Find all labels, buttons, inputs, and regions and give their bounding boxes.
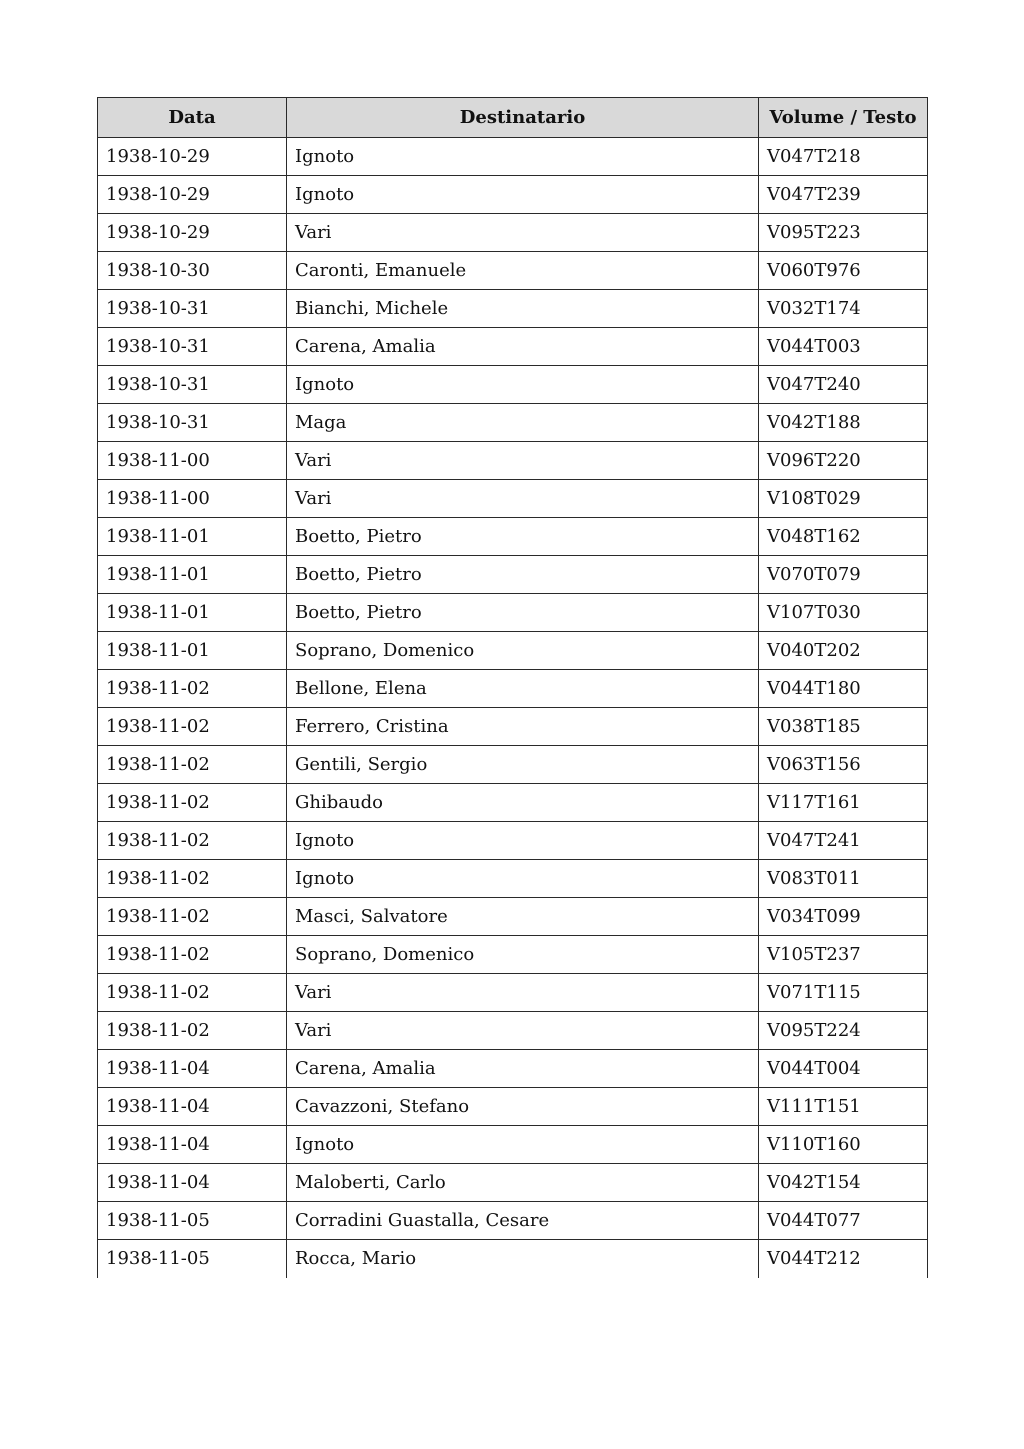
cell-date: 1938-11-01 <box>98 594 287 632</box>
table-row <box>98 556 928 594</box>
cell-date: 1938-10-29 <box>98 138 287 176</box>
cell-date: 1938-11-02 <box>98 708 287 746</box>
cell-volume-text: V047T239 <box>759 176 928 214</box>
cell-volume-text: V110T160 <box>759 1126 928 1164</box>
cell-date: 1938-11-05 <box>98 1240 287 1278</box>
cell-date: 1938-11-02 <box>98 974 287 1012</box>
cell-date: 1938-11-04 <box>98 1126 287 1164</box>
table-row <box>98 252 928 290</box>
cell-recipient: Ignoto <box>287 176 759 214</box>
table-row <box>98 936 928 974</box>
table-row <box>98 1240 928 1278</box>
cell-volume-text: V047T241 <box>759 822 928 860</box>
table-row <box>98 480 928 518</box>
cell-recipient: Vari <box>287 480 759 518</box>
table-row <box>98 594 928 632</box>
table-row <box>98 784 928 822</box>
cell-recipient: Boetto, Pietro <box>287 518 759 556</box>
table-row <box>98 632 928 670</box>
cell-volume-text: V048T162 <box>759 518 928 556</box>
cell-date: 1938-11-02 <box>98 860 287 898</box>
cell-volume-text: V107T030 <box>759 594 928 632</box>
cell-recipient: Cavazzoni, Stefano <box>287 1088 759 1126</box>
cell-recipient: Corradini Guastalla, Cesare <box>287 1202 759 1240</box>
cell-volume-text: V044T180 <box>759 670 928 708</box>
cell-volume-text: V032T174 <box>759 290 928 328</box>
cell-date: 1938-10-29 <box>98 176 287 214</box>
table-row <box>98 708 928 746</box>
cell-recipient: Vari <box>287 974 759 1012</box>
cell-date: 1938-11-02 <box>98 746 287 784</box>
table-row <box>98 670 928 708</box>
cell-date: 1938-10-31 <box>98 366 287 404</box>
cell-recipient: Rocca, Mario <box>287 1240 759 1278</box>
cell-volume-text: V070T079 <box>759 556 928 594</box>
table-row <box>98 442 928 480</box>
cell-recipient: Ferrero, Cristina <box>287 708 759 746</box>
cell-volume-text: V040T202 <box>759 632 928 670</box>
cell-volume-text: V034T099 <box>759 898 928 936</box>
cell-recipient: Soprano, Domenico <box>287 632 759 670</box>
table-row <box>98 214 928 252</box>
table-row <box>98 328 928 366</box>
cell-volume-text: V044T077 <box>759 1202 928 1240</box>
cell-recipient: Ignoto <box>287 822 759 860</box>
cell-recipient: Ignoto <box>287 366 759 404</box>
cell-volume-text: V038T185 <box>759 708 928 746</box>
table-row <box>98 746 928 784</box>
table-row <box>98 860 928 898</box>
cell-recipient: Boetto, Pietro <box>287 556 759 594</box>
table-row <box>98 898 928 936</box>
header-date: Data <box>98 98 287 138</box>
cell-date: 1938-11-02 <box>98 1012 287 1050</box>
cell-volume-text: V047T240 <box>759 366 928 404</box>
cell-volume-text: V108T029 <box>759 480 928 518</box>
cell-volume-text: V071T115 <box>759 974 928 1012</box>
table-row <box>98 1126 928 1164</box>
cell-date: 1938-11-02 <box>98 784 287 822</box>
cell-recipient: Ghibaudo <box>287 784 759 822</box>
table-row <box>98 1012 928 1050</box>
cell-date: 1938-11-01 <box>98 518 287 556</box>
table-row <box>98 518 928 556</box>
table-body <box>98 138 928 1278</box>
cell-recipient: Maloberti, Carlo <box>287 1164 759 1202</box>
cell-date: 1938-11-02 <box>98 822 287 860</box>
table-header <box>98 98 928 138</box>
cell-recipient: Ignoto <box>287 860 759 898</box>
correspondence-table <box>97 97 928 1278</box>
cell-date: 1938-11-04 <box>98 1050 287 1088</box>
table-row <box>98 1088 928 1126</box>
table-row <box>98 138 928 176</box>
cell-recipient: Gentili, Sergio <box>287 746 759 784</box>
cell-date: 1938-10-31 <box>98 290 287 328</box>
cell-recipient: Ignoto <box>287 138 759 176</box>
cell-volume-text: V105T237 <box>759 936 928 974</box>
cell-volume-text: V042T154 <box>759 1164 928 1202</box>
cell-recipient: Carena, Amalia <box>287 1050 759 1088</box>
cell-volume-text: V044T212 <box>759 1240 928 1278</box>
cell-date: 1938-11-01 <box>98 632 287 670</box>
cell-recipient: Ignoto <box>287 1126 759 1164</box>
table-row <box>98 404 928 442</box>
cell-volume-text: V096T220 <box>759 442 928 480</box>
cell-volume-text: V095T223 <box>759 214 928 252</box>
cell-recipient: Boetto, Pietro <box>287 594 759 632</box>
header-recipient: Destinatario <box>287 98 759 138</box>
cell-date: 1938-11-00 <box>98 442 287 480</box>
cell-volume-text: V047T218 <box>759 138 928 176</box>
table-row <box>98 1050 928 1088</box>
cell-recipient: Caronti, Emanuele <box>287 252 759 290</box>
cell-recipient: Bianchi, Michele <box>287 290 759 328</box>
cell-date: 1938-10-29 <box>98 214 287 252</box>
cell-date: 1938-10-31 <box>98 328 287 366</box>
cell-date: 1938-11-04 <box>98 1164 287 1202</box>
cell-volume-text: V060T976 <box>759 252 928 290</box>
table-row <box>98 290 928 328</box>
cell-recipient: Vari <box>287 442 759 480</box>
table-row <box>98 176 928 214</box>
cell-volume-text: V111T151 <box>759 1088 928 1126</box>
cell-volume-text: V117T161 <box>759 784 928 822</box>
table-row <box>98 974 928 1012</box>
table-row <box>98 366 928 404</box>
cell-volume-text: V044T004 <box>759 1050 928 1088</box>
cell-recipient: Vari <box>287 214 759 252</box>
cell-date: 1938-10-30 <box>98 252 287 290</box>
cell-volume-text: V095T224 <box>759 1012 928 1050</box>
cell-date: 1938-11-02 <box>98 936 287 974</box>
cell-date: 1938-11-02 <box>98 898 287 936</box>
cell-date: 1938-11-04 <box>98 1088 287 1126</box>
cell-volume-text: V063T156 <box>759 746 928 784</box>
cell-recipient: Masci, Salvatore <box>287 898 759 936</box>
cell-recipient: Carena, Amalia <box>287 328 759 366</box>
table-row <box>98 1164 928 1202</box>
cell-volume-text: V042T188 <box>759 404 928 442</box>
cell-date: 1938-11-02 <box>98 670 287 708</box>
cell-volume-text: V044T003 <box>759 328 928 366</box>
cell-recipient: Maga <box>287 404 759 442</box>
table-row <box>98 822 928 860</box>
cell-volume-text: V083T011 <box>759 860 928 898</box>
cell-date: 1938-10-31 <box>98 404 287 442</box>
cell-recipient: Soprano, Domenico <box>287 936 759 974</box>
table-row <box>98 1202 928 1240</box>
cell-date: 1938-11-01 <box>98 556 287 594</box>
header-volume-text: Volume / Testo <box>759 98 928 138</box>
cell-date: 1938-11-05 <box>98 1202 287 1240</box>
cell-recipient: Bellone, Elena <box>287 670 759 708</box>
header-row <box>98 98 928 138</box>
cell-date: 1938-11-00 <box>98 480 287 518</box>
cell-recipient: Vari <box>287 1012 759 1050</box>
